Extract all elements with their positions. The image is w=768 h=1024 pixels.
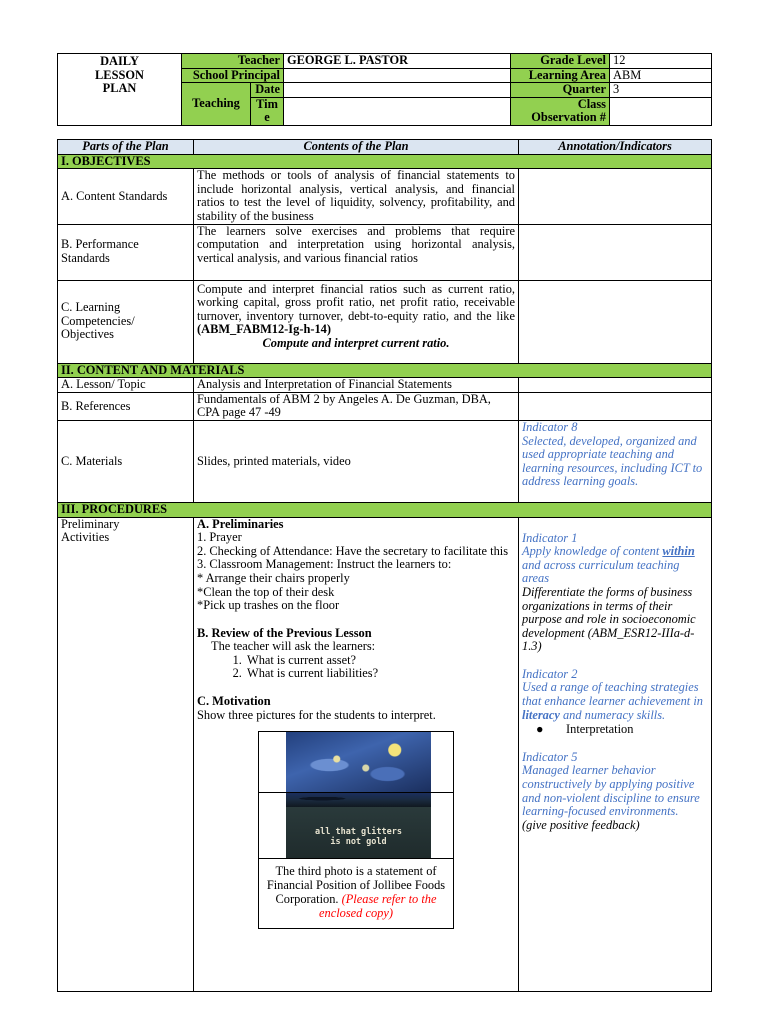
observation-label-line: Observation # (531, 110, 606, 125)
section-content-materials: II. CONTENT AND MATERIALS (58, 363, 712, 378)
picture-row (259, 732, 453, 793)
performance-standards-text: The learners solve exercises and problems that require computation and interpretation using horizontal analysis, vertical analysis, and various financial ratios (194, 224, 519, 280)
column-header-contents: Contents of the Plan (194, 140, 519, 155)
observation-label (511, 97, 610, 125)
bullet-text: Interpretation (566, 722, 634, 737)
poster-line: is not gold (330, 837, 387, 848)
label-line: C. Learning (61, 300, 121, 315)
principal-label: School Principal (182, 68, 284, 83)
competency-code: (ABM_FABM12-Ig-h-14) (197, 322, 331, 337)
principal-value (284, 68, 511, 83)
label-line: Standards (61, 251, 110, 266)
preliminaries-item: 3. Classroom Management: Instruct the learners to: (197, 557, 452, 572)
references-label: B. References (58, 392, 194, 420)
indicator-2-text (522, 681, 708, 722)
caption-text: The third photo is a statement of Financial Position of Jollibee Foods Corporation. (266, 864, 446, 906)
dlp-line: PLAN (102, 81, 137, 95)
indicator-1-title: Indicator 1 (522, 530, 578, 545)
lesson-topic-text: Analysis and Interpretation of Financial Statements (194, 378, 519, 393)
dlp-title (58, 54, 182, 126)
indicator-5-note: (give positive feedback) (522, 817, 640, 832)
lesson-topic-annotation (519, 378, 712, 393)
observation-value (610, 97, 712, 125)
observation-label-line: Class (577, 96, 606, 111)
teacher-label: Teacher (182, 54, 284, 69)
learning-competencies-text (194, 280, 519, 363)
teaching-label: Teaching (182, 83, 251, 126)
indicator-2-title: Indicator 2 (522, 666, 578, 681)
label-line: Objectives (61, 327, 114, 342)
time-label-line: Tim (256, 96, 278, 111)
date-value (284, 83, 511, 98)
quarter-value: 3 (610, 83, 712, 98)
procedures-content (194, 517, 519, 991)
text-span: and across curriculum teaching areas (522, 557, 680, 586)
references-text: Fundamentals of ABM 2 by Angeles A. De Guzman, DBA, CPA page 47 -49 (194, 392, 519, 420)
dlp-line: DAILY (100, 54, 139, 68)
indicator-1-competency: Differentiate the forms of business organizations in terms of their purpose and role in socioeconomic development (ABM_ESR12-IIIa-d-1.3) (522, 584, 696, 654)
preliminaries-item: 1. Prayer (197, 530, 242, 545)
review-title: B. Review of the Previous Lesson (197, 625, 372, 640)
picture-row (259, 793, 453, 859)
label-line: B. Performance (61, 237, 139, 252)
references-annotation (519, 392, 712, 420)
preliminaries-item: *Clean the top of their desk (197, 584, 335, 599)
text-span: Apply knowledge of content (522, 544, 663, 559)
starry-night-image-lower (286, 793, 431, 807)
poster-line: all that glitters (315, 827, 402, 838)
learning-competencies-label (58, 280, 194, 363)
performance-standards-annotation (519, 224, 712, 280)
preliminaries-title: A. Preliminaries (197, 516, 284, 531)
label-line: Competencies/ (61, 313, 135, 328)
indicator-1-text (522, 545, 708, 586)
procedures-annotation (519, 517, 712, 991)
date-label: Date (251, 83, 284, 98)
third-photo-caption (259, 859, 453, 928)
materials-text: Slides, printed materials, video (194, 420, 519, 502)
text-span: Used a range of teaching strategies that enhance learner achievement in (522, 680, 703, 709)
indicator-8-annotation (519, 420, 712, 502)
specific-objective: Compute and interpret current ratio. (262, 335, 450, 350)
column-header-parts: Parts of the Plan (58, 140, 194, 155)
label-line: Preliminary (61, 516, 120, 531)
motivation-text: Show three pictures for the students to interpret. (197, 707, 436, 722)
learning-competencies-annotation (519, 280, 712, 363)
content-standards-annotation (519, 169, 712, 224)
time-label-line: e (264, 110, 270, 125)
materials-label: C. Materials (58, 420, 194, 502)
preliminary-activities-label (58, 517, 194, 991)
review-intro: The teacher will ask the learners: (211, 639, 376, 654)
motivation-pictures (258, 731, 454, 929)
dlp-line: LESSON (95, 67, 144, 82)
performance-standards-label (58, 224, 194, 280)
glitter-poster-image (286, 807, 431, 858)
time-label (251, 97, 284, 125)
review-questions (197, 654, 515, 681)
teacher-value: GEORGE L. PASTOR (284, 54, 511, 69)
content-standards-text: The methods or tools of analysis of financial statements to include horizontal analysis, vertical analysis, and financial ratios to test the level of liquidity, solvency, profitability, and stability of the business (194, 169, 519, 224)
preliminaries-item: 2. Checking of Attendance: Have the secretary to facilitate this (197, 543, 509, 558)
time-value (284, 97, 511, 125)
lesson-topic-label: A. Lesson/ Topic (58, 378, 194, 393)
text-span: and numeracy skills. (559, 707, 666, 722)
bullet-icon: ● (536, 722, 544, 737)
grade-label: Grade Level (511, 54, 610, 69)
emphasis-literacy: literacy (522, 707, 560, 722)
caption-note: (Please refer to the enclosed copy) (319, 891, 437, 920)
indicator-5-title: Indicator 5 (522, 749, 578, 764)
section-objectives: I. OBJECTIVES (58, 154, 712, 169)
indicator-5-text: Managed learner behavior constructively by applying positive and non-violent discipline to ensure learning-focused environments. (522, 763, 700, 819)
review-question: 1. What is current asset? (245, 654, 515, 668)
indicator-8-title: Indicator 8 (522, 419, 578, 434)
quarter-label: Quarter (511, 83, 610, 98)
grade-value: 12 (610, 54, 712, 69)
lesson-plan-table (57, 139, 712, 992)
section-procedures: III. PROCEDURES (58, 502, 712, 517)
preliminaries-item: *Pick up trashes on the floor (197, 598, 340, 613)
column-header-annotation: Annotation/Indicators (519, 140, 712, 155)
header-table (57, 53, 712, 126)
area-value: ABM (610, 68, 712, 83)
competencies-paragraph (197, 283, 515, 337)
preliminaries-item: * Arrange their chairs properly (197, 570, 350, 585)
content-standards-label: A. Content Standards (58, 169, 194, 224)
starry-night-image (286, 732, 431, 792)
area-label: Learning Area (511, 68, 610, 83)
indicator-2-bullet (522, 723, 708, 737)
motivation-title: C. Motivation (197, 694, 271, 709)
competencies-body: Compute and interpret financial ratios such as current ratio, working capital, gross profit ratio, net profit ratio, receivable turnover, inventory turnover, debt-to-equity ratio, and the like (197, 281, 515, 323)
indicator-8-text: Selected, developed, organized and used appropriate teaching and learning resources, including ICT to address learning goals. (522, 433, 703, 489)
label-line: Activities (61, 530, 110, 545)
emphasis-within: within (662, 544, 695, 559)
review-question: 2. What is current liabilities? (245, 667, 515, 681)
